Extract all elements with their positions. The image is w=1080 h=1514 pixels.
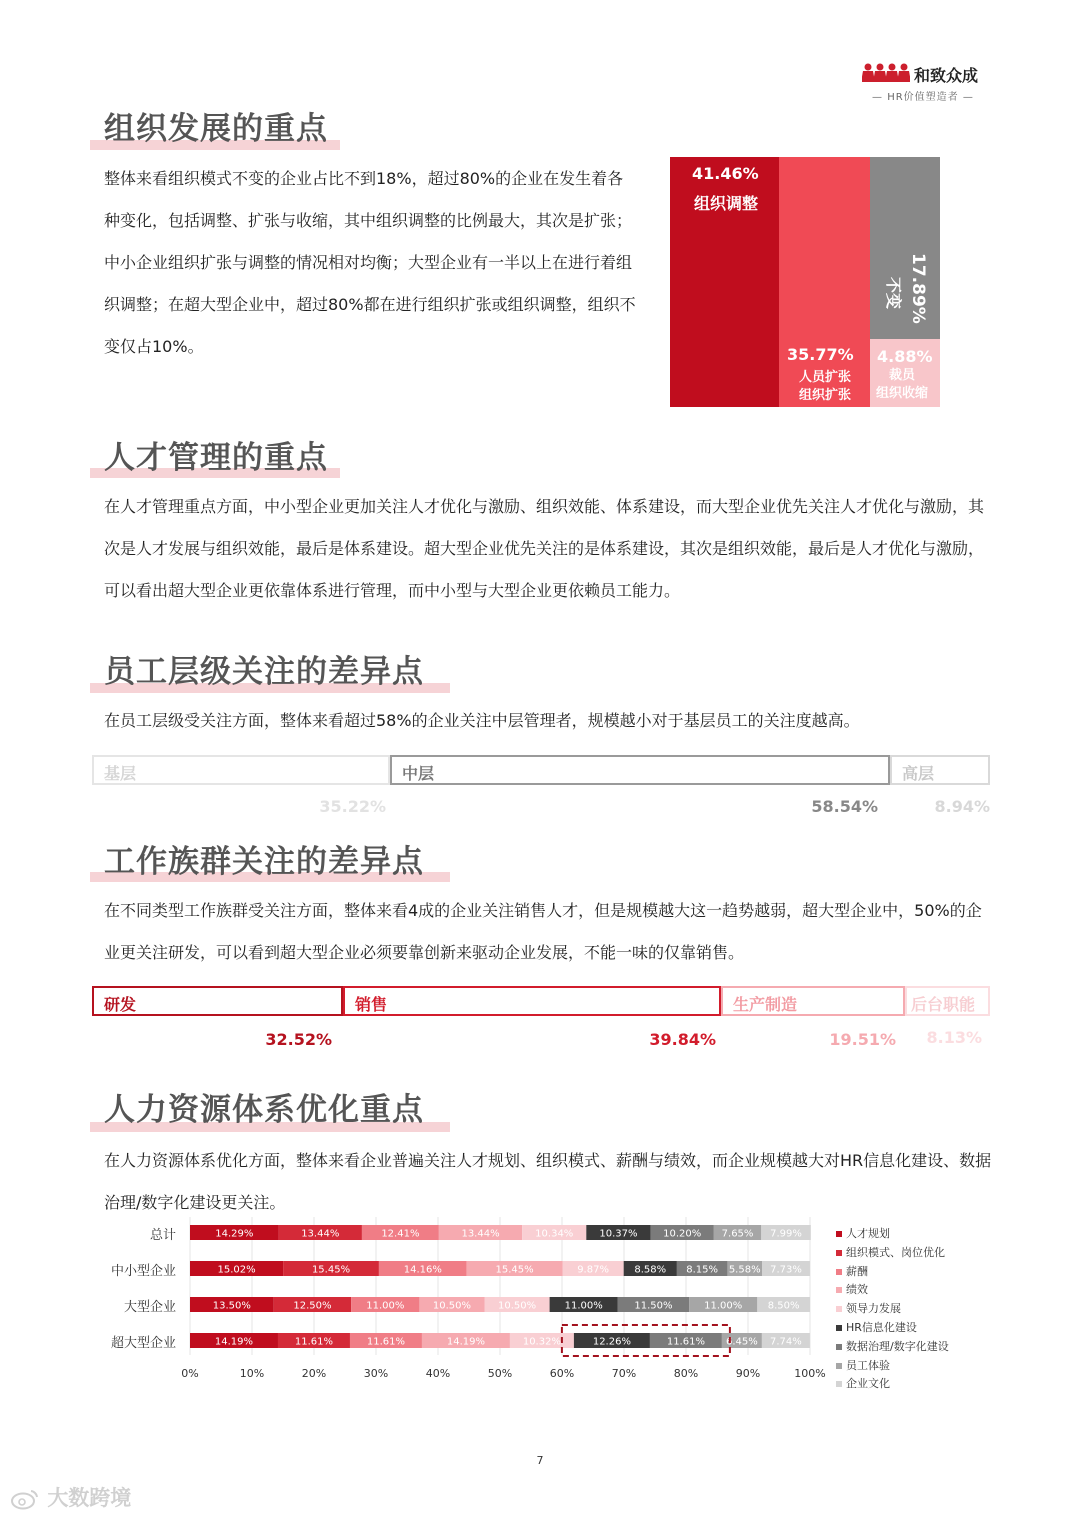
group-segment-rd [92,986,343,1016]
data-label: 9.87% [577,1264,609,1276]
group-segment-backoffice [905,986,990,1016]
section-paragraph: 整体来看组织模式不变的企业占比不到18%，超过80%的企业在发生着各种变化，包括调整、扩张与收缩，其中组织调整的比例最大，其次是扩张；中小企业组织扩张与调整的情况相对均衡；大型企业有一半以上在进行着组织调整；在超大型企业中，超过80%都在进行组织扩张或组织调整，组织不变仅占10%。 [104,169,636,356]
legend-swatch [836,1287,842,1293]
legend-item [836,1281,868,1297]
data-label: 11.00% [564,1300,603,1312]
legend-swatch [836,1250,842,1256]
data-label: 11.50% [634,1300,673,1312]
level-segment-base [92,755,390,785]
data-label: 10.34% [535,1228,574,1240]
level-value: 8.94% [934,797,990,816]
section-paragraph: 在员工层级受关注方面，整体来看超过58%的企业关注中层管理者，规模越小对于基层员工的关注度越高。 [104,711,860,730]
groups-bar [92,986,990,1056]
treemap-label: 组织调整 [694,194,759,213]
group-value: 39.84% [649,1030,716,1049]
level-label: 高层 [902,764,935,783]
data-label: 15.45% [495,1264,534,1276]
data-label: 11.61% [366,1336,406,1348]
legend-label: 薪酬 [846,1264,868,1278]
legend-item [836,1225,890,1241]
treemap-cell-shrink [870,339,940,407]
x-tick-label: 40% [425,1367,451,1380]
treemap-cell-expand [779,157,870,407]
group-value: 19.51% [829,1030,896,1049]
x-tick-label: 80% [673,1367,699,1380]
data-label: 12.41% [381,1228,420,1240]
group-segment-sales [343,986,721,1016]
level-label: 中层 [402,764,435,783]
section-paragraph: 在人才管理重点方面，中小型企业更加关注人才优化与激励、组织效能、体系建设，而大型企业优先关注人才优化与激励，其次是人才发展与组织效能，最后是体系建设。超大型企业优先关注的是体系建设，其次是组织效能，最后是人才优化与激励，可以看出超大型企业更依靠体系进行管理，而中小型与大型企业更依赖员工能力。 [104,497,985,600]
x-tick-label: 0% [181,1367,199,1380]
hr-optimization-chart [0,1215,1080,1405]
data-label: 15.45% [311,1264,351,1276]
x-tick-label: 60% [549,1367,575,1380]
data-label: 10.20% [663,1228,702,1240]
legend-item [836,1319,917,1335]
x-tick-label: 10% [239,1367,265,1380]
page-number: 7 [536,1454,544,1467]
x-tick-label: 90% [735,1367,761,1380]
people-logo-icon [862,62,910,84]
x-tick-label: 20% [301,1367,327,1380]
section-heading: 人才管理的重点 [104,440,328,476]
watermark: 大数跨境 [10,1482,131,1512]
brand-logo [862,60,992,104]
legend-label: HR信息化建设 [846,1321,917,1334]
data-label: 7.74% [769,1336,802,1348]
data-label: 12.50% [293,1300,332,1312]
legend-label: 员工体验 [846,1358,890,1372]
level-value: 58.54% [811,797,878,816]
treemap-value: 17.89% [908,253,928,324]
section-heading: 员工层级关注的差异点 [104,654,424,690]
section-paragraph: 在人力资源体系优化方面，整体来看企业普遍关注人才规划、组织模式、薪酬与绩效，而企业规模越大对HR信息化建设、数据治理/数字化建设更关注。 [104,1151,992,1212]
legend-label: 领导力发展 [846,1302,901,1316]
data-label: 12.26% [592,1336,631,1348]
brand-tagline: — HR价值塑造者 — [872,92,974,103]
data-label: 14.16% [403,1264,442,1276]
data-label: 8.15% [686,1264,719,1276]
x-tick-label: 70% [611,1367,637,1380]
legend-label: 企业文化 [846,1377,890,1391]
treemap-label: 裁员 组织收缩 [876,368,929,401]
group-label: 后台职能 [911,995,976,1014]
group-label: 生产制造 [733,995,798,1014]
legend-item [836,1244,945,1260]
group-label: 销售 [355,995,388,1014]
data-label: 8.50% [767,1300,800,1312]
treemap-label: 人员扩张 组织扩张 [799,370,852,403]
treemap-label: 不变 [884,277,903,310]
data-label: 10.50% [497,1300,537,1312]
section-heading: 组织发展的重点 [104,111,328,147]
data-label: 15.02% [217,1264,256,1276]
section-paragraph: 在不同类型工作族群受关注方面，整体来看4成的企业关注销售人才，但是规模越大这一趋势越弱，超大型企业中，50%的企业更关注研发，可以看到超大型企业必须要靠创新来驱动企业发展，不能一味的仅靠销售。 [104,901,982,962]
legend-swatch [836,1269,842,1275]
legend-item [836,1338,949,1354]
legend-swatch [836,1231,842,1237]
treemap-value: 35.77% [787,345,854,364]
org-change-treemap [670,157,940,407]
treemap-value: 41.46% [692,164,759,183]
group-segment-production [721,986,905,1016]
data-label: 11.00% [704,1300,743,1312]
level-label: 基层 [104,764,137,783]
data-label: 5.58% [728,1264,761,1276]
data-label: 11.00% [366,1300,405,1312]
data-label: 11.61% [666,1336,705,1348]
category-label: 中小型企业 [110,1264,176,1279]
category-label: 大型企业 [123,1300,176,1315]
data-label: 6.45% [726,1336,758,1348]
level-segment-middle [390,755,890,785]
legend-swatch [836,1325,842,1331]
category-label: 超大型企业 [110,1336,176,1351]
data-label: 10.50% [432,1300,472,1312]
data-label: 13.50% [212,1300,251,1312]
level-segment-top [890,755,990,785]
data-label: 14.19% [214,1336,254,1348]
legend-swatch [836,1381,842,1387]
legend-item [836,1263,868,1279]
data-label: 10.32% [522,1336,561,1348]
treemap-cell-adjust [670,157,779,407]
brand-name: 和致众成 [914,66,979,85]
legend-swatch [836,1344,842,1350]
legend-item [836,1300,901,1316]
section-heading: 人力资源体系优化重点 [104,1092,424,1128]
x-tick-label: 100% [794,1367,826,1380]
data-label: 7.73% [770,1264,802,1276]
legend-swatch [836,1306,842,1312]
legend-swatch [836,1363,842,1369]
data-label: 14.29% [215,1228,254,1240]
levels-bar [92,755,990,815]
data-label: 7.65% [721,1228,754,1240]
x-tick-label: 50% [487,1367,513,1380]
treemap-cell-unchanged [870,157,940,339]
data-label: 10.37% [599,1228,638,1240]
weibo-icon [10,1488,40,1510]
group-value: 32.52% [265,1030,332,1049]
legend-label: 人才规划 [846,1227,890,1240]
treemap-value: 4.88% [877,347,933,366]
data-label: 13.44% [301,1228,340,1240]
group-value: 8.13% [926,1028,982,1047]
legend-item [836,1375,890,1391]
category-label: 总计 [149,1228,176,1243]
data-label: 7.99% [770,1228,802,1240]
legend-item [836,1357,890,1373]
group-label: 研发 [104,995,137,1014]
x-tick-label: 30% [363,1367,389,1380]
data-label: 13.44% [461,1228,500,1240]
data-label: 8.58% [634,1264,667,1276]
legend-label: 绩效 [846,1283,868,1297]
section-heading: 工作族群关注的差异点 [104,844,424,880]
level-value: 35.22% [319,797,386,816]
legend-label: 数据治理/数字化建设 [846,1339,949,1353]
data-label: 14.19% [446,1336,486,1348]
legend-label: 组织模式、岗位优化 [846,1245,945,1259]
data-label: 11.61% [294,1336,334,1348]
